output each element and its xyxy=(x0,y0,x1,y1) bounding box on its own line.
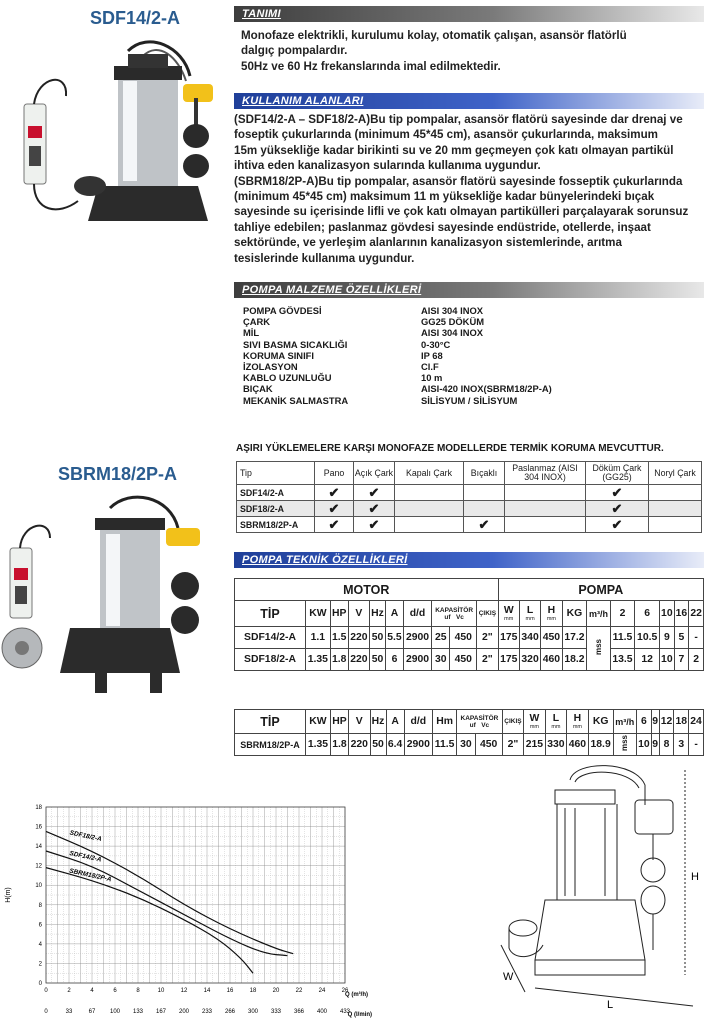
th-h: H mm xyxy=(541,601,562,627)
x2-tick-label: 167 xyxy=(155,1009,167,1015)
cell: 50 xyxy=(370,649,386,671)
check-icon xyxy=(315,501,354,517)
empty-cell xyxy=(395,517,464,533)
material-row xyxy=(243,350,703,361)
feat-header-tip: Tip xyxy=(237,462,315,485)
tech-table-sbrm xyxy=(234,709,704,756)
cell: 30 xyxy=(432,649,450,671)
th-v: V xyxy=(349,710,371,734)
x2-tick-label: 366 xyxy=(293,1009,305,1015)
x2-tick-label: 0 xyxy=(44,1009,48,1015)
cell: 220 xyxy=(348,627,369,649)
check-icon: ✔ xyxy=(368,501,380,516)
feat-row-name: SDF18/2-A xyxy=(237,501,315,517)
material-key: KABLO UZUNLUĞU xyxy=(243,372,332,384)
cell: 5 xyxy=(674,627,689,649)
cell: 7 xyxy=(674,649,689,671)
th-kw: KW xyxy=(306,601,331,627)
check-icon: ✔ xyxy=(611,517,623,532)
th-flow: 18 xyxy=(674,710,689,734)
series-label: SDF14/2-A xyxy=(68,850,103,864)
cell: 2900 xyxy=(403,649,431,671)
empty-cell xyxy=(464,485,505,501)
cell: - xyxy=(689,627,704,649)
check-icon xyxy=(586,501,649,517)
empty-cell xyxy=(649,485,702,501)
cell: 12 xyxy=(635,649,660,671)
material-value: Cl.F xyxy=(421,361,439,373)
y-tick-label: 10 xyxy=(35,883,42,890)
material-row xyxy=(243,316,703,327)
check-icon: ✔ xyxy=(328,501,340,516)
cell: 13.5 xyxy=(610,649,635,671)
th-hz: Hz xyxy=(370,601,386,627)
th-flow: 16 xyxy=(674,601,689,627)
x2-tick-label: 300 xyxy=(247,1009,259,1015)
feat-row-name: SBRM18/2P-A xyxy=(237,517,315,533)
check-icon: ✔ xyxy=(328,485,340,500)
cell: 2 xyxy=(689,649,704,671)
cell: 5.5 xyxy=(385,627,403,649)
section-header-teknik: POMPA TEKNİK ÖZELLİKLERİ xyxy=(234,552,704,568)
th-a: A xyxy=(385,601,403,627)
chart-x2label: Q (l/min) xyxy=(347,1012,372,1018)
material-row xyxy=(243,383,703,394)
cell: 1.8 xyxy=(330,649,348,671)
y-tick-label: 4 xyxy=(38,941,42,948)
th-tip: TİP xyxy=(235,601,306,627)
table-row xyxy=(235,627,704,649)
cell-mss: mss xyxy=(613,734,636,756)
material-key: MİL xyxy=(243,327,260,339)
check-icon xyxy=(586,517,649,533)
cell: 450 xyxy=(450,649,477,671)
y-tick-label: 2 xyxy=(38,961,42,968)
check-icon xyxy=(464,517,505,533)
cell: 11.5 xyxy=(610,627,635,649)
material-key: İZOLASYON xyxy=(243,361,298,373)
dim-h-label: H xyxy=(691,871,699,883)
th-kapasitor: KAPASİTÖR uf Vc xyxy=(432,601,477,627)
cell: 2" xyxy=(502,734,524,756)
cell: 9 xyxy=(660,627,675,649)
cell: 17.2 xyxy=(562,627,587,649)
table-row xyxy=(237,501,702,517)
material-key: KORUMA SINIFI xyxy=(243,349,315,361)
check-icon xyxy=(354,485,395,501)
cell: 1.1 xyxy=(306,627,331,649)
x2-tick-label: 266 xyxy=(224,1009,236,1015)
feat-row-name: SDF14/2-A xyxy=(237,485,315,501)
chart-xlabel: Q (m³/h) xyxy=(345,992,368,998)
th-a: A xyxy=(386,710,404,734)
protection-note: AŞIRI YÜKLEMELERE KARŞI MONOFAZE MODELLERDE TERMİK KORUMA MEVCUTTUR. xyxy=(236,443,664,454)
x-tick-label: 8 xyxy=(136,988,140,994)
x-tick-label: 24 xyxy=(318,988,326,994)
series-label: SDF18/2-A xyxy=(68,829,103,844)
th-cikis: ÇIKIŞ xyxy=(502,710,524,734)
x2-tick-label: 233 xyxy=(201,1009,213,1015)
table-row xyxy=(235,734,704,756)
cell: 11.5 xyxy=(432,734,456,756)
table-row xyxy=(237,517,702,533)
dim-w-label: W xyxy=(503,971,514,983)
kullanim-text: (SDF14/2-A – SDF18/2-A)Bu tip pompalar, asansör flatörü sayesinde dar drenaj ve foseptik çukurlarında (minimum 45*45 cm), asansör çukurlarında, maksimum 15m yüksekliğe kadar birikinti su ve 20 mm geçmeyen çok katı olmayan partikül ihtiva eden kanalizasyon sularında kullanıma uygundur. (SBRM18/2P-A)Bu tip pompalar, asansör flatörü sayesinde fosseptik çukurlarında (minimum 45*45 cm) maksimum 11 m yüksekliğe kadar bünyelerindeki bıçak sayesinde su içerisinde lifli ve çok katı olmayan partikülleri parçalayarak sorunsuz tahliye edebilen; paslanmaz gövdesi sayesinde endüstride, otellerde, inşaat sektöründe, ve yerleşim alanlarının kanalizasyon sistemlerinde, arıtma tesislerinde kullanıma uygundur. xyxy=(234,113,689,265)
y-tick-label: 18 xyxy=(35,805,42,811)
x-tick-label: 6 xyxy=(113,988,117,994)
cell: 9 xyxy=(651,734,659,756)
th-flow: 22 xyxy=(689,601,704,627)
y-tick-label: 14 xyxy=(35,844,42,851)
material-key: ÇARK xyxy=(243,316,271,328)
x-tick-label: 18 xyxy=(249,988,257,994)
motor-header: MOTOR xyxy=(235,579,499,601)
check-icon: ✔ xyxy=(368,485,380,500)
th-flow: 6 xyxy=(635,601,660,627)
cell: 460 xyxy=(567,734,589,756)
cell: 18.2 xyxy=(562,649,587,671)
cell: 1.8 xyxy=(330,734,348,756)
feat-header-dokum: Döküm Çark (GG25) xyxy=(586,462,649,485)
material-row xyxy=(243,395,703,406)
cell: 1.35 xyxy=(306,649,331,671)
th-flow: 6 xyxy=(637,710,652,734)
chart-ylabel: H(m) xyxy=(5,887,12,903)
cell: 6 xyxy=(385,649,403,671)
empty-cell xyxy=(395,485,464,501)
feat-header-noryl: Noryl Çark xyxy=(649,462,702,485)
x2-tick-label: 33 xyxy=(65,1009,73,1015)
check-icon xyxy=(315,517,354,533)
material-key: MEKANİK SALMASTRA xyxy=(243,394,349,406)
material-row xyxy=(243,327,703,338)
check-icon: ✔ xyxy=(611,501,623,516)
th-dd: d/d xyxy=(403,601,431,627)
cell: 3 xyxy=(674,734,689,756)
th-m3h: m³/h xyxy=(613,710,636,734)
empty-cell xyxy=(505,501,586,517)
th-kapasitor: KAPASİTÖR uf Vc xyxy=(457,710,503,734)
feat-header-bicakli: Bıçaklı xyxy=(464,462,505,485)
material-row xyxy=(243,305,703,316)
check-icon xyxy=(315,485,354,501)
empty-cell xyxy=(649,501,702,517)
cell: 175 xyxy=(498,627,519,649)
cell-mss: mss xyxy=(587,627,610,671)
material-value: AISI-420 INOX(SBRM18/2P-A) xyxy=(421,383,552,395)
material-value: AISI 304 INOX xyxy=(421,327,484,339)
dim-l-label: L xyxy=(607,999,614,1011)
cell: 2" xyxy=(477,649,498,671)
material-key: POMPA GÖVDESİ xyxy=(243,305,322,316)
dimension-drawing xyxy=(495,760,705,1022)
cell: 450 xyxy=(475,734,502,756)
th-kg: KG xyxy=(562,601,587,627)
series-line xyxy=(46,831,293,953)
empty-cell xyxy=(395,501,464,517)
performance-chart xyxy=(0,795,380,1024)
th-l: L mm xyxy=(545,710,567,734)
cell: 175 xyxy=(498,649,519,671)
material-value: AISI 304 INOX xyxy=(421,305,484,316)
check-icon xyxy=(354,517,395,533)
x-tick-label: 26 xyxy=(341,988,349,994)
x-tick-label: 4 xyxy=(90,988,94,994)
cell: 2900 xyxy=(404,734,432,756)
x2-tick-label: 200 xyxy=(178,1009,190,1015)
cell: 215 xyxy=(524,734,546,756)
section-header-malzeme: POMPA MALZEME ÖZELLİKLERİ xyxy=(234,282,704,298)
th-hp: HP xyxy=(330,710,348,734)
y-tick-label: 16 xyxy=(35,824,42,831)
th-tip: TİP xyxy=(235,710,306,734)
th-hp: HP xyxy=(330,601,348,627)
cell-tip: SDF18/2-A xyxy=(235,649,306,671)
pump-photo-sdf xyxy=(18,36,228,236)
x-tick-label: 20 xyxy=(272,988,280,994)
cell: 1.35 xyxy=(306,734,331,756)
cell: 10 xyxy=(637,734,652,756)
x-tick-label: 14 xyxy=(203,988,211,994)
th-w: W mm xyxy=(524,710,546,734)
x2-tick-label: 400 xyxy=(316,1009,328,1015)
material-key: SIVI BASMA SICAKLIĞI xyxy=(243,338,348,350)
pump-photo-sbrm xyxy=(0,488,230,703)
empty-cell xyxy=(649,517,702,533)
check-icon: ✔ xyxy=(368,517,380,532)
check-icon xyxy=(586,485,649,501)
cell: 450 xyxy=(450,627,477,649)
material-value: 0-30°C xyxy=(421,338,451,350)
pompa-header: POMPA xyxy=(498,579,703,601)
x2-tick-label: 333 xyxy=(270,1009,282,1015)
series-label: SBRM18/2P-A xyxy=(68,867,113,884)
check-icon: ✔ xyxy=(478,517,490,532)
empty-cell xyxy=(464,501,505,517)
check-icon: ✔ xyxy=(328,517,340,532)
feat-header-pano: Pano xyxy=(315,462,354,485)
empty-cell xyxy=(505,517,586,533)
th-kg: KG xyxy=(588,710,613,734)
x2-tick-label: 133 xyxy=(132,1009,144,1015)
x-tick-label: 22 xyxy=(295,988,303,994)
th-m3h: m³/h xyxy=(587,601,610,627)
empty-cell xyxy=(505,485,586,501)
x-tick-label: 16 xyxy=(226,988,234,994)
check-icon xyxy=(354,501,395,517)
cell: 450 xyxy=(541,627,562,649)
x2-tick-label: 67 xyxy=(88,1009,96,1015)
x-tick-label: 10 xyxy=(157,988,165,994)
cell: 6.4 xyxy=(386,734,404,756)
th-flow: 2 xyxy=(610,601,635,627)
material-row xyxy=(243,361,703,372)
cell: 330 xyxy=(545,734,567,756)
tanimi-text: Monofaze elektrikli, kurulumu kolay, otomatik çalışan, asansör flatörlü dalgıç pompalardır. 50Hz ve 60 Hz frekanslarında imal edilmektedir. xyxy=(241,29,627,73)
cell: 10 xyxy=(660,649,675,671)
cell-tip: SBRM18/2P-A xyxy=(235,734,306,756)
material-row xyxy=(243,372,703,383)
cell: 1.5 xyxy=(330,627,348,649)
th-kw: KW xyxy=(306,710,331,734)
cell: 220 xyxy=(348,649,369,671)
y-tick-label: 12 xyxy=(35,863,42,870)
x2-tick-label: 433 xyxy=(339,1009,351,1015)
th-flow: 10 xyxy=(660,601,675,627)
y-tick-label: 8 xyxy=(38,902,42,909)
th-h: H mm xyxy=(567,710,589,734)
feat-header-paslanmaz: Paslanmaz (AISI 304 INOX) xyxy=(505,462,586,485)
material-list xyxy=(243,305,703,406)
cell: 30 xyxy=(457,734,475,756)
cell: 320 xyxy=(519,649,540,671)
x2-tick-label: 100 xyxy=(109,1009,121,1015)
x-tick-label: 2 xyxy=(67,988,71,994)
material-key: BIÇAK xyxy=(243,383,273,395)
tech-table-sdf xyxy=(234,578,704,671)
cell: 25 xyxy=(432,627,450,649)
material-value: IP 68 xyxy=(421,349,443,361)
th-dd: d/d xyxy=(404,710,432,734)
model-title-sdf14: SDF14/2-A xyxy=(90,8,181,28)
features-table xyxy=(236,461,702,533)
th-w: W mm xyxy=(498,601,519,627)
cell-tip: SDF14/2-A xyxy=(235,627,306,649)
check-icon: ✔ xyxy=(611,485,623,500)
th-v: V xyxy=(348,601,369,627)
material-value: GG25 DÖKÜM xyxy=(421,316,485,328)
section-header-tanimi: TANIMI xyxy=(234,6,704,22)
th-l: L mm xyxy=(519,601,540,627)
cell: 18.9 xyxy=(588,734,613,756)
x-tick-label: 0 xyxy=(44,988,48,994)
feat-header-kapali: Kapalı Çark xyxy=(395,462,464,485)
cell: 2900 xyxy=(403,627,431,649)
material-row xyxy=(243,339,703,350)
th-hm: Hm xyxy=(432,710,456,734)
x-tick-label: 12 xyxy=(180,988,188,994)
cell: 50 xyxy=(370,627,386,649)
y-tick-label: 6 xyxy=(38,922,42,929)
model-title-sbrm18: SBRM18/2P-A xyxy=(58,464,178,484)
cell: - xyxy=(689,734,704,756)
cell: 8 xyxy=(659,734,674,756)
table-row xyxy=(237,485,702,501)
table-row xyxy=(235,649,704,671)
cell: 220 xyxy=(349,734,371,756)
cell: 10.5 xyxy=(635,627,660,649)
section-header-kullanim: KULLANIM ALANLARI xyxy=(234,93,704,109)
th-hz: Hz xyxy=(370,710,386,734)
material-value: 10 m xyxy=(421,372,443,384)
cell: 340 xyxy=(519,627,540,649)
th-flow: 12 xyxy=(659,710,674,734)
cell: 2" xyxy=(477,627,498,649)
th-flow: 9 xyxy=(651,710,659,734)
feat-header-acik: Açık Çark xyxy=(354,462,395,485)
th-cikis: ÇIKIŞ xyxy=(477,601,498,627)
th-flow: 24 xyxy=(689,710,704,734)
material-value: SİLİSYUM / SİLİSYUM xyxy=(421,394,518,406)
y-tick-label: 0 xyxy=(38,981,42,987)
cell: 50 xyxy=(370,734,386,756)
cell: 460 xyxy=(541,649,562,671)
